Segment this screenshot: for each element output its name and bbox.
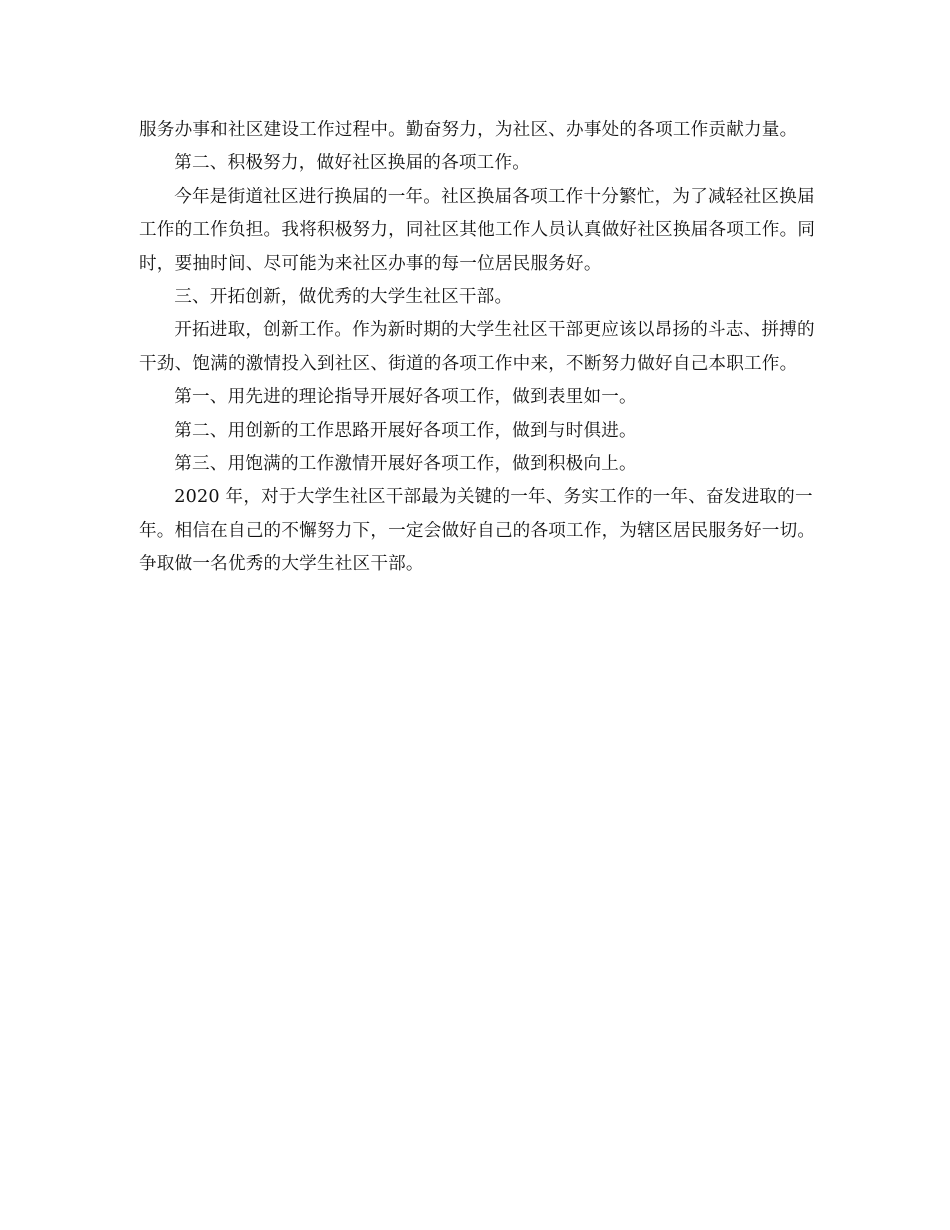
paragraph: 2020 年，对于大学生社区干部最为关键的一年、务实工作的一年、奋发进取的一年。相信在自己的不懈努力下，一定会做好自己的各项工作，为辖区居民服务好一切。争取做一名优秀的大学生社区干部。 xyxy=(139,487,816,575)
paragraph: 第一、用先进的理论指导开展好各项工作，做到表里如一。 xyxy=(174,387,637,408)
paragraph: 第二、用创新的工作思路开展好各项工作，做到与时俱进。 xyxy=(174,420,637,441)
paragraph: 三、开拓创新，做优秀的大学生社区干部。 xyxy=(174,287,513,308)
paragraph: 今年是街道社区进行换届的一年。社区换届各项工作十分繁忙，为了减轻社区换届工作的工作负担。我将积极努力，同社区其他工作人员认真做好社区换届各项工作。同时，要抽时间、尽可能为来社区办事的每一位居民服务好。 xyxy=(139,186,816,274)
paragraph: 开拓进取，创新工作。作为新时期的大学生社区干部更应该以昂扬的斗志、拼搏的干劲、饱满的激情投入到社区、街道的各项工作中来，不断努力做好自己本职工作。 xyxy=(139,320,815,374)
paragraph: 服务办事和社区建设工作过程中。勤奋努力，为社区、办事处的各项工作贡献力量。 xyxy=(139,120,798,140)
paragraph: 第三、用饱满的工作激情开展好各项工作，做到积极向上。 xyxy=(174,454,637,475)
document-body xyxy=(139,114,819,582)
paragraph: 第二、积极努力，做好社区换届的各项工作。 xyxy=(174,153,531,174)
